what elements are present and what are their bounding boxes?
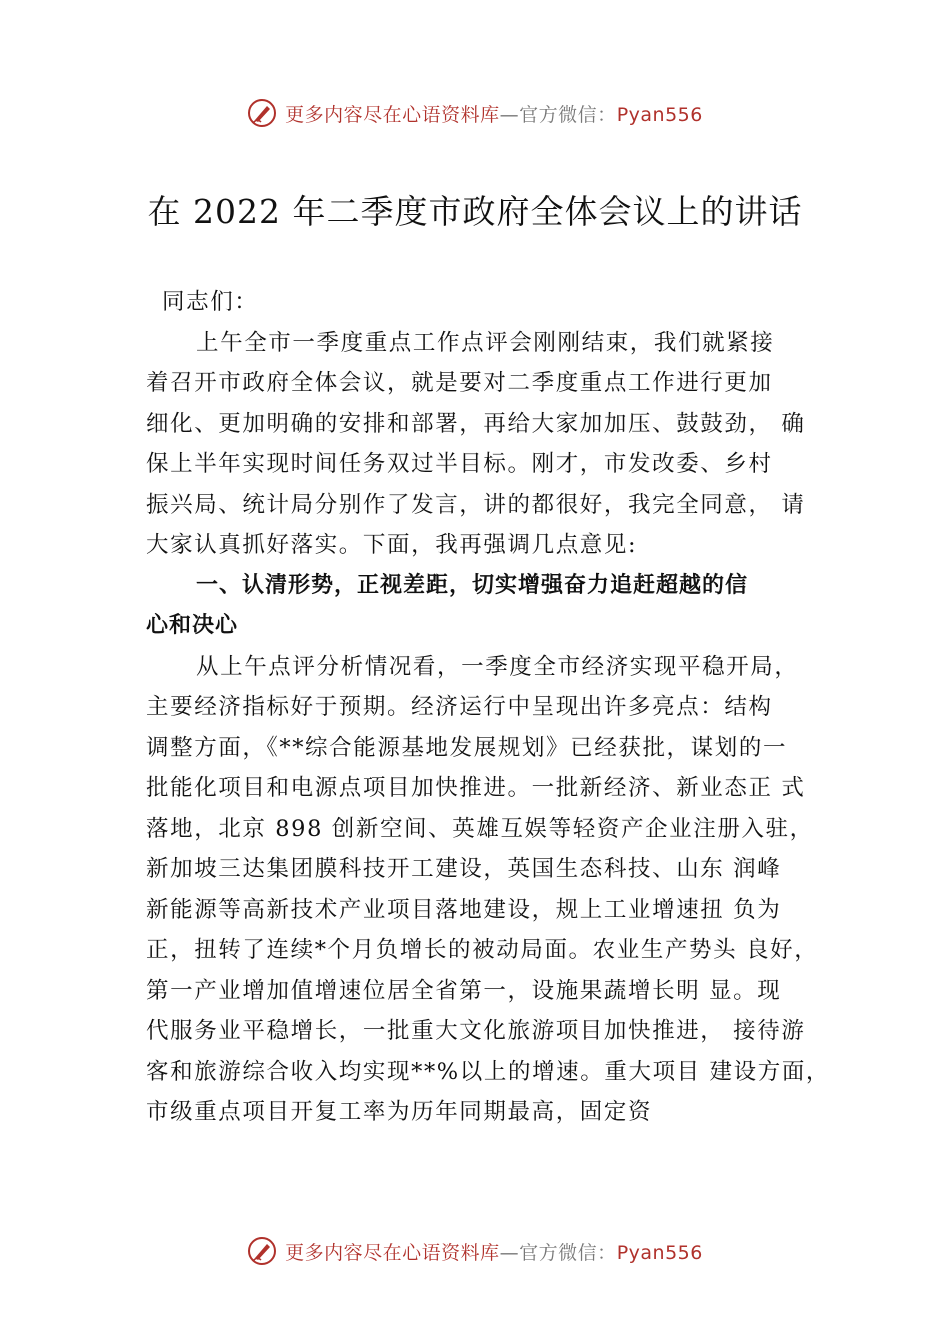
text-line: 保上半年实现时间任务双过半目标。刚才，市发改委、乡村 — [146, 451, 773, 477]
heading-line: 心和决心 — [146, 613, 239, 638]
text-line: 从上午点评分析情况看，一季度全市经济实现平稳开局， — [196, 653, 799, 680]
text-line: 客和旅游综合收入均实现**%以上的增速。重大项目 建设方面， — [146, 1058, 831, 1085]
section-heading-1 — [146, 566, 831, 647]
document-body — [146, 282, 831, 1133]
text-line: 市级重点项目开复工率为历年同期最高，固定资 — [146, 1099, 653, 1125]
text-line: 新能源等高新技术产业项目落地建设，规上工业增速扭 负为 — [146, 896, 782, 923]
text-line: 落地，北京 898 创新空间、英雄互娱等轻资产企业注册入驻， — [146, 815, 814, 842]
text-line: 新加坡三达集团膜科技开工建设，英国生态科技、山东 润峰 — [146, 856, 782, 882]
text-line: 大家认真抓好落实。下面，我再强调几点意见: — [146, 532, 638, 558]
text-line: 正，扭转了连续*个月负增长的被动局面。农业生产势头 良好， — [146, 937, 819, 963]
greeting: 同志们： — [162, 289, 259, 315]
page-title: 在 2022 年二季度市政府全体会议上的讲话 — [147, 192, 803, 231]
text-line: 调整方面，《**综合能源基地发展规划》已经获批，谋划的一 — [146, 734, 788, 761]
text-line: 批能化项目和电源点项目加快推进。一批新经济、新业态正 式 — [146, 775, 806, 801]
pen-seal-icon — [247, 1236, 277, 1266]
text-line: 主要经济指标好于预期。经济运行中呈现出许多亮点：结构 — [146, 694, 773, 720]
paragraph-1 — [146, 323, 831, 566]
banner-text: 更多内容尽在心语资料库—官方微信：Pyan556 — [285, 1241, 703, 1264]
text-line: 第一产业增加值增速位居全省第一，设施果蔬增长明 显。现 — [146, 977, 782, 1004]
text-line: 代服务业平稳增长，一批重大文化旅游项目加快推进， 接待游 — [146, 1018, 806, 1044]
paragraph-2 — [146, 647, 831, 1133]
pen-seal-icon — [247, 98, 277, 128]
footer-banner — [0, 1236, 950, 1266]
banner-text: 更多内容尽在心语资料库—官方微信：Pyan556 — [285, 103, 703, 126]
text-line: 细化、更加明确的安排和部署，再给大家加加压、鼓鼓劲， 确 — [146, 410, 806, 437]
text-line: 着召开市政府全体会议，就是要对二季度重点工作进行更加 — [146, 370, 773, 396]
header-banner — [0, 98, 950, 128]
text-line: 上午全市一季度重点工作点评会刚刚结束，我们就紧接 — [196, 329, 775, 356]
heading-line: 一、认清形势，正视差距，切实增强奋力追赶超越的信 — [196, 572, 749, 598]
text-line: 振兴局、统计局分别作了发言，讲的都很好，我完全同意， 请 — [146, 491, 806, 518]
